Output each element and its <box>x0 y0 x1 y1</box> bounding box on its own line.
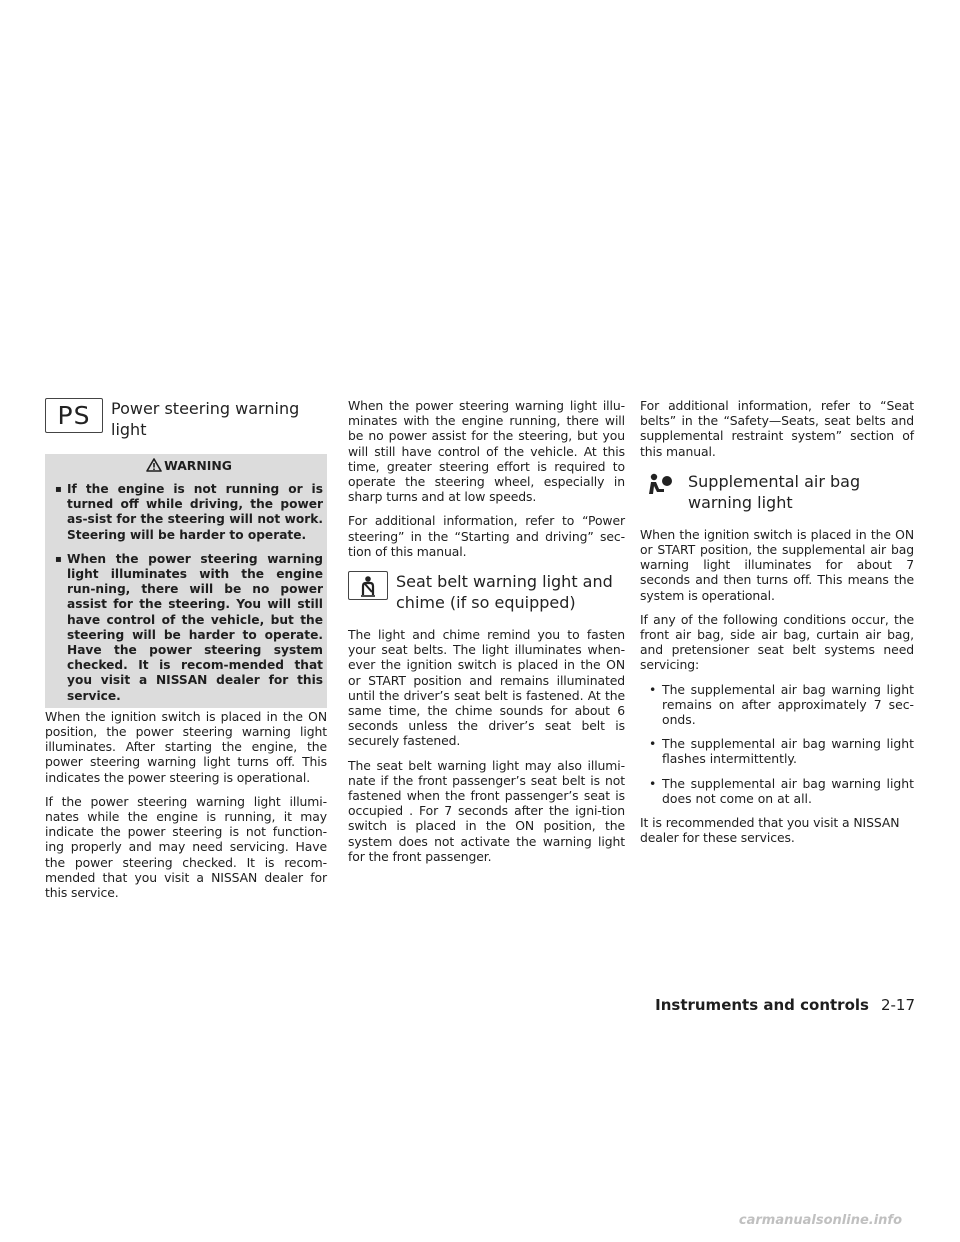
air-bag-heading <box>640 471 914 513</box>
paragraph: If any of the following conditions occur, the front air bag, side air bag, curtain air bag, and pretensioner seat belt systems need servicing: <box>640 611 914 673</box>
seat-belt-heading <box>348 571 625 613</box>
paragraph: When the ignition switch is placed in the ON position, the power steering warning light illuminates. After starting the engine, the power steering warning light turns off. This indicates the power steering is operational. <box>45 708 327 785</box>
warning-header: WARNING <box>55 454 323 476</box>
list-item: • The supplemental air bag warning light does not come on at all. <box>640 776 914 806</box>
paragraph: When the power steering warning light illu-minates with the engine running, there will be no power assist for the steering, but you will still have control of the vehicle. At this time, greater steering effort is required to operate the steering wheel, especially in sharp turns and at low speeds. <box>348 398 625 505</box>
list-item: • The supplemental air bag warning light remains on after approximately 7 sec-onds. <box>640 682 914 728</box>
list-item: • The supplemental air bag warning light flashes intermittently. <box>640 736 914 766</box>
warning-item: ▪ If the engine is not running or is turned off while driving, the power as-sist for the steering will not work. Steering will be harder to operate. <box>55 482 323 543</box>
paragraph: The seat belt warning light may also illumi-nate if the front passenger’s seat belt is not fastened when the front passenger’s seat is occupied . For 7 seconds after the igni-tion switch is placed in the ON position, the system does not activate the warning light for the front passenger. <box>348 757 625 864</box>
power-steering-icon: PS <box>45 398 103 433</box>
column-1 <box>45 398 327 909</box>
seat-belt-icon <box>348 571 388 600</box>
paragraph: It is recommended that you visit a NISSAN dealer for these services. <box>640 815 900 846</box>
page-footer <box>655 996 915 1014</box>
warning-triangle-icon <box>146 458 162 472</box>
air-bag-icon <box>640 471 680 500</box>
warning-box <box>45 454 327 708</box>
column-2 <box>348 398 625 873</box>
power-steering-heading <box>45 398 327 440</box>
seat-belt-title: Seat belt warning light and chime (if so equipped) <box>396 572 613 613</box>
paragraph: For additional information, refer to “Seat belts” in the “Safety—Seats, seat belts and supplemental restraint system” section of this manual. <box>640 398 914 459</box>
paragraph: The light and chime remind you to fasten your seat belts. The light illuminates when-ever the ignition switch is placed in the ON or START position and remains illuminated until the driver’s seat belt is fastened. At the same time, the chime sounds for about 6 seconds unless the driver’s seat belt is securely fastened. <box>348 627 625 749</box>
paragraph: If the power steering warning light illumi-nates while the engine is running, it may indicate the power steering is not function-ing properly and may need servicing. Have the power steering checked. It is recom-mended that you visit a NISSAN dealer for this service. <box>45 793 327 901</box>
paragraph: When the ignition switch is placed in the ON or START position, the supplemental air bag warning light illuminates for about 7 seconds and then turns off. This means the system is operational. <box>640 526 914 603</box>
watermark: carmanualsonline.info <box>738 1213 902 1228</box>
paragraph: For additional information, refer to “Power steering” in the “Starting and driving” sec-tion of this manual. <box>348 513 625 559</box>
warning-list <box>55 476 323 704</box>
power-steering-title: Power steering warning light <box>111 399 300 439</box>
footer-section-title: Instruments and controls <box>655 996 869 1014</box>
air-bag-conditions-list <box>640 682 914 806</box>
warning-item: ▪ When the power steering warning light illuminates with the engine run-ning, there will be no power assist for the steering. You will still have control of the vehicle, but the steering will be harder to operate. Have the power steering system checked. It is recom-mended that you visit a NISSAN dealer for this service. <box>55 552 323 704</box>
page-number: 2-17 <box>880 996 915 1014</box>
column-3 <box>640 398 914 854</box>
air-bag-title: Supplemental air bag warning light <box>688 471 861 512</box>
